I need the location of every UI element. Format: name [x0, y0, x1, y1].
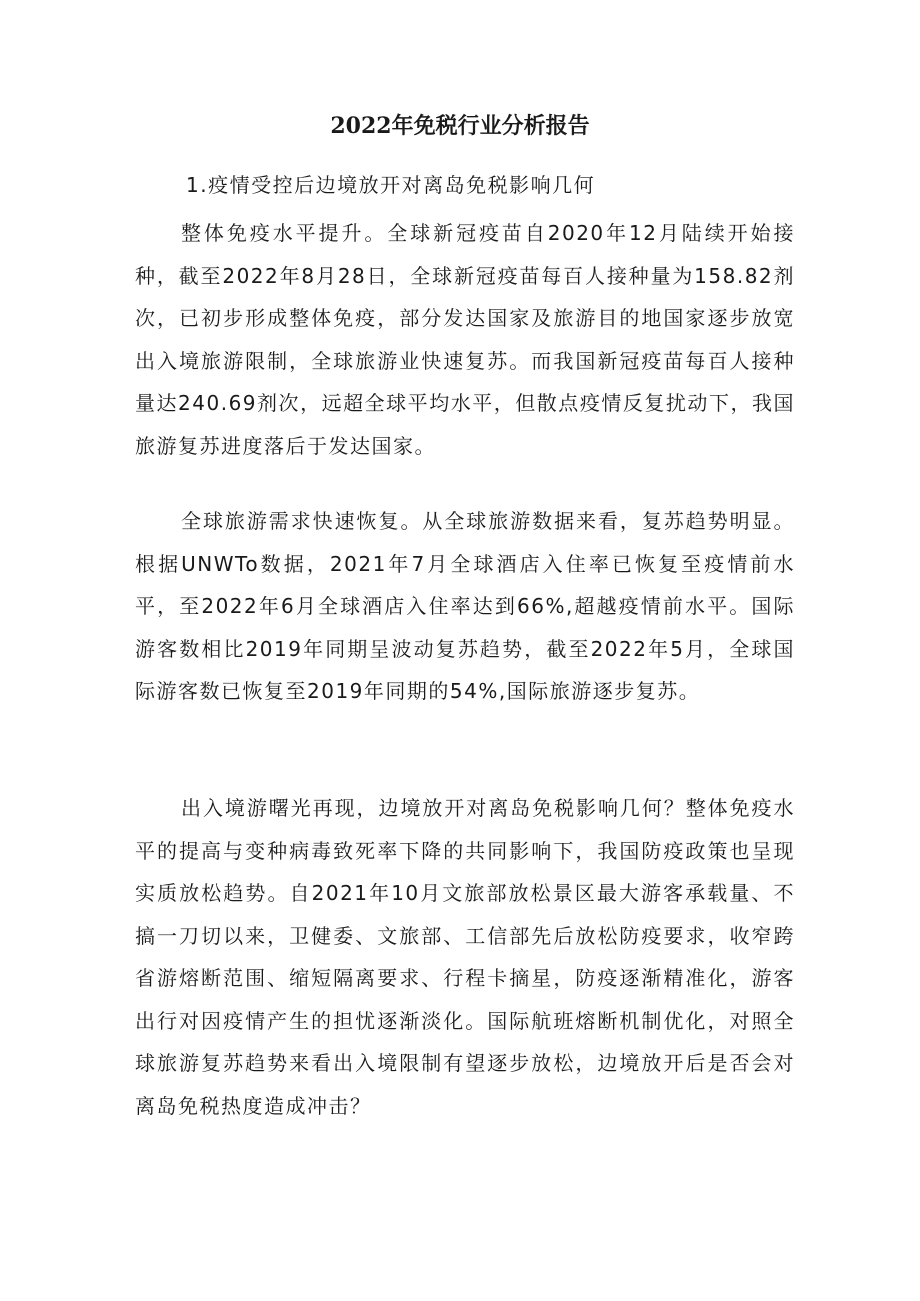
paragraph-immunity: 整体免疫水平提升。全球新冠疫苗自2020年12月陆续开始接种，截至2022年8月28日，全球新冠疫苗每百人接种量为158.82剂次，已初步形成整体免疫，部分发达国家及旅游目的地国家逐步放宽出入境旅游限制，全球旅游业快速复苏。而我国新冠疫苗每百人接种量达240.69剂次，远超全球平均水平，但散点疫情反复扰动下，我国旅游复苏进度落后于发达国家。: [135, 221, 795, 458]
document-title: 2022年免税行业分析报告: [330, 113, 590, 139]
section-heading: 1.疫情受控后边境放开对离岛免税影响几何: [186, 173, 596, 197]
paragraph-tourism-recovery: 全球旅游需求快速恢复。从全球旅游数据来看，复苏趋势明显。根据UNWTo数据，2021年7月全球酒店入住率已恢复至疫情前水平，至2022年6月全球酒店入住率达到66%,超越疫情前水平。国际游客数相比2019年同期呈波动复苏趋势，截至2022年5月，全球国际游客数已恢复至2019年同期的54%,国际旅游逐步复苏。: [135, 509, 795, 703]
paragraph-border-opening: 出入境游曙光再现，边境放开对离岛免税影响几何？整体免疫水平的提高与变种病毒致死率下降的共同影响下，我国防疫政策也呈现实质放松趋势。自2021年10月文旅部放松景区最大游客承载量、不搞一刀切以来，卫健委、文旅部、工信部先后放松防疫要求，收窄跨省游熔断范围、缩短隔离要求、行程卡摘星，防疫逐渐精准化，游客出行对因疫情产生的担忧逐渐淡化。国际航班熔断机制优化，对照全球旅游复苏趋势来看出入境限制有望逐步放松，边境放开后是否会对离岛免税热度造成冲击？: [135, 796, 795, 1118]
